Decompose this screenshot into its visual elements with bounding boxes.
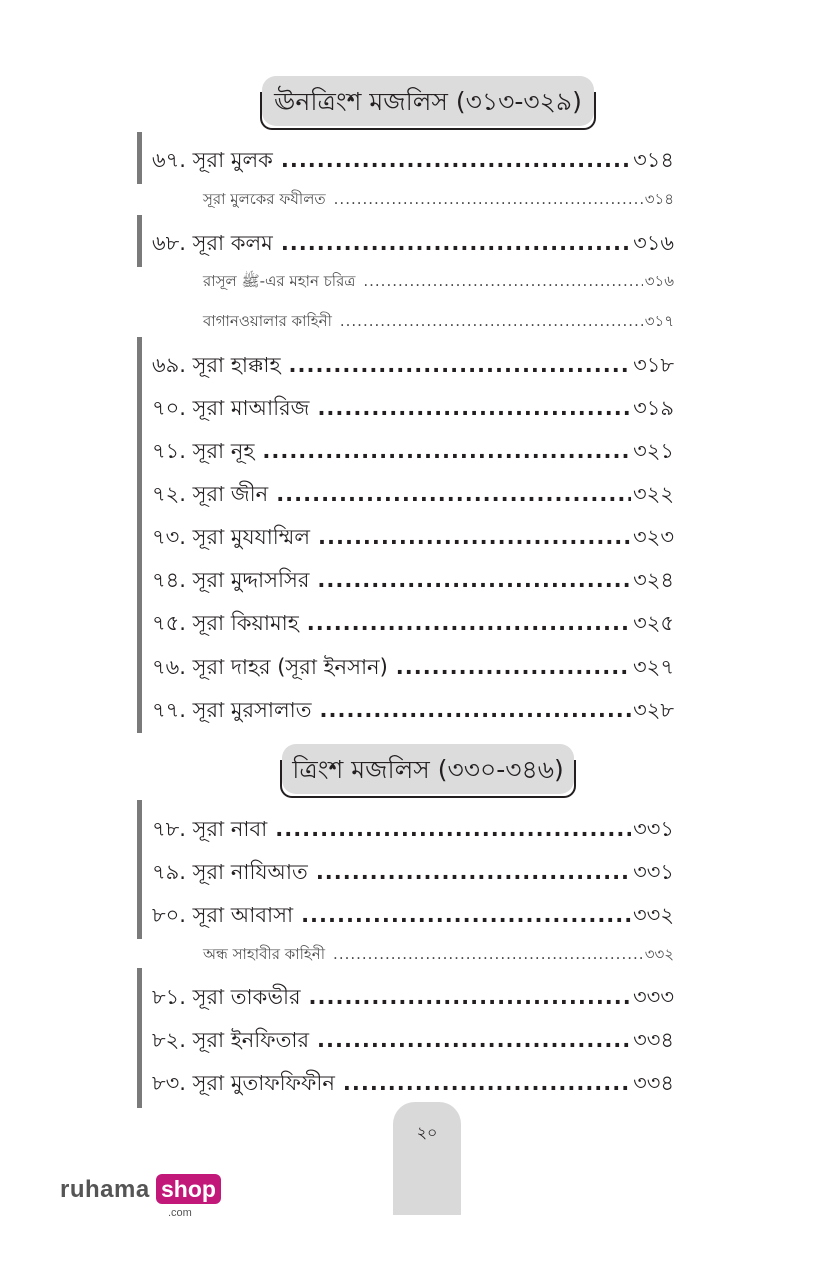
logo-word-shop: shop [156,1174,221,1204]
entry-title: ৬৭. সূরা মুলক [152,148,273,172]
dot-leader [281,231,631,255]
toc-subentry[interactable] [203,270,674,292]
entry-title: ৭৫. সূরা কিয়ামাহ [152,611,299,635]
dot-leader [289,353,632,377]
entry-title: ৬৯. সূরা হাক্কাহ [152,353,281,377]
toc-subentry[interactable] [203,188,674,210]
dot-leader [334,190,643,208]
entry-page: ৩২১ [633,439,674,463]
section-heading-30 [0,744,825,800]
entry-title: ৭০. সূরা মাআরিজ [152,396,310,420]
entry-page: ৩১৬ [644,272,674,290]
toc-subentry[interactable] [203,943,674,965]
dot-leader [333,945,643,963]
entry-title: ৭৭. সূরা মুরসালাত [152,698,312,722]
entry-rule [137,215,142,267]
dot-leader [343,1071,631,1095]
section-title: ঊনত্রিংশ মজলিস (৩১৩-৩২৯) [274,87,582,116]
dot-leader [309,985,631,1009]
entry-page: ৩২৪ [633,568,674,592]
entry-title: ৭৯. সূরা নাযিআত [152,860,308,884]
page-number-tab [393,1102,461,1215]
entry-page: ৩১৪ [633,148,674,172]
dot-leader [316,860,631,884]
toc-entry[interactable] [152,1067,674,1095]
entry-title: সূরা মুলকের ফযীলত [203,190,326,208]
entry-page: ৩১৬ [633,231,674,255]
toc-entry[interactable] [152,144,674,172]
entry-page: ৩২৩ [633,525,674,549]
dot-leader [307,611,631,635]
entry-page: ৩১৮ [633,353,674,377]
dot-leader [275,817,631,841]
entry-page: ৩৩৪ [633,1071,674,1095]
entry-title: ৭১. সূরা নূহ [152,439,255,463]
toc-entry[interactable] [152,227,674,255]
entry-title: ৭৬. সূরা দাহর (সূরা ইনসান) [152,655,388,679]
dot-leader [317,396,631,420]
entry-title: ৮৩. সূরা মুতাফফিফীন [152,1071,335,1095]
entry-page: ৩৩১ [633,817,674,841]
entry-page: ৩৩১ [633,860,674,884]
dot-leader [262,439,631,463]
toc-entry[interactable] [152,694,674,722]
toc-entry[interactable] [152,435,674,463]
dot-leader [317,568,631,592]
entry-page: ৩১৪ [644,190,674,208]
dot-leader [320,698,632,722]
entry-page: ৩২৭ [633,655,674,679]
entry-title: ৮১. সূরা তাকভীর [152,985,301,1009]
toc-entry[interactable] [152,478,674,506]
toc-entry[interactable] [152,981,674,1009]
toc-entry[interactable] [152,521,674,549]
logo-word-ruhama: ruhama [60,1176,150,1203]
dot-leader [396,655,631,679]
dot-leader [363,272,642,290]
entry-page: ৩৩৪ [633,1028,674,1052]
toc-entry[interactable] [152,607,674,635]
entry-title: ৮২. সূরা ইনফিতার [152,1028,310,1052]
page-number: ২০ [416,1123,438,1142]
toc-entry[interactable] [152,651,674,679]
dot-leader [317,1028,631,1052]
entry-page: ৩১৯ [633,396,674,420]
entry-title: ৭৪. সূরা মুদ্দাসসির [152,568,310,592]
toc-entry[interactable] [152,813,674,841]
entry-title: ৭৩. সূরা মুযযাম্মিল [152,525,311,549]
dot-leader [281,148,631,172]
entry-title: বাগানওয়ালার কাহিনী [203,312,332,330]
toc-entry[interactable] [152,856,674,884]
entry-page: ৩২২ [633,482,674,506]
entry-page: ৩৩৩ [633,985,674,1009]
dot-leader [318,525,631,549]
section-heading-29 [0,76,825,132]
entry-page: ৩৩২ [644,945,674,963]
entry-title: ৭২. সূরা জীন [152,482,269,506]
entry-page: ৩১৭ [644,312,674,330]
toc-entry[interactable] [152,349,674,377]
toc-subentry[interactable] [203,310,674,332]
entry-page: ৩২৮ [633,698,674,722]
section-title: ত্রিংশ মজলিস (৩৩০-৩৪৬) [292,755,564,784]
toc-entry[interactable] [152,899,674,927]
entry-title: রাসূল ﷺ-এর মহান চরিত্র [203,272,356,290]
dot-leader [301,903,631,927]
logo-suffix: .com [168,1207,192,1219]
entry-title: ৬৮. সূরা কলম [152,231,273,255]
entry-title: ৮০. সূরা আবাসা [152,903,294,927]
entry-rule [137,968,142,1108]
dot-leader [340,312,643,330]
toc-entry[interactable] [152,564,674,592]
entry-rule [137,337,142,733]
toc-entry[interactable] [152,1024,674,1052]
entry-title: ৭৮. সূরা নাবা [152,817,268,841]
dot-leader [276,482,631,506]
toc-entry[interactable] [152,392,674,420]
entry-page: ৩৩২ [633,903,674,927]
entry-page: ৩২৫ [633,611,674,635]
entry-rule [137,132,142,184]
entry-rule [137,800,142,939]
entry-title: অন্ধ সাহাবীর কাহিনী [203,945,326,963]
